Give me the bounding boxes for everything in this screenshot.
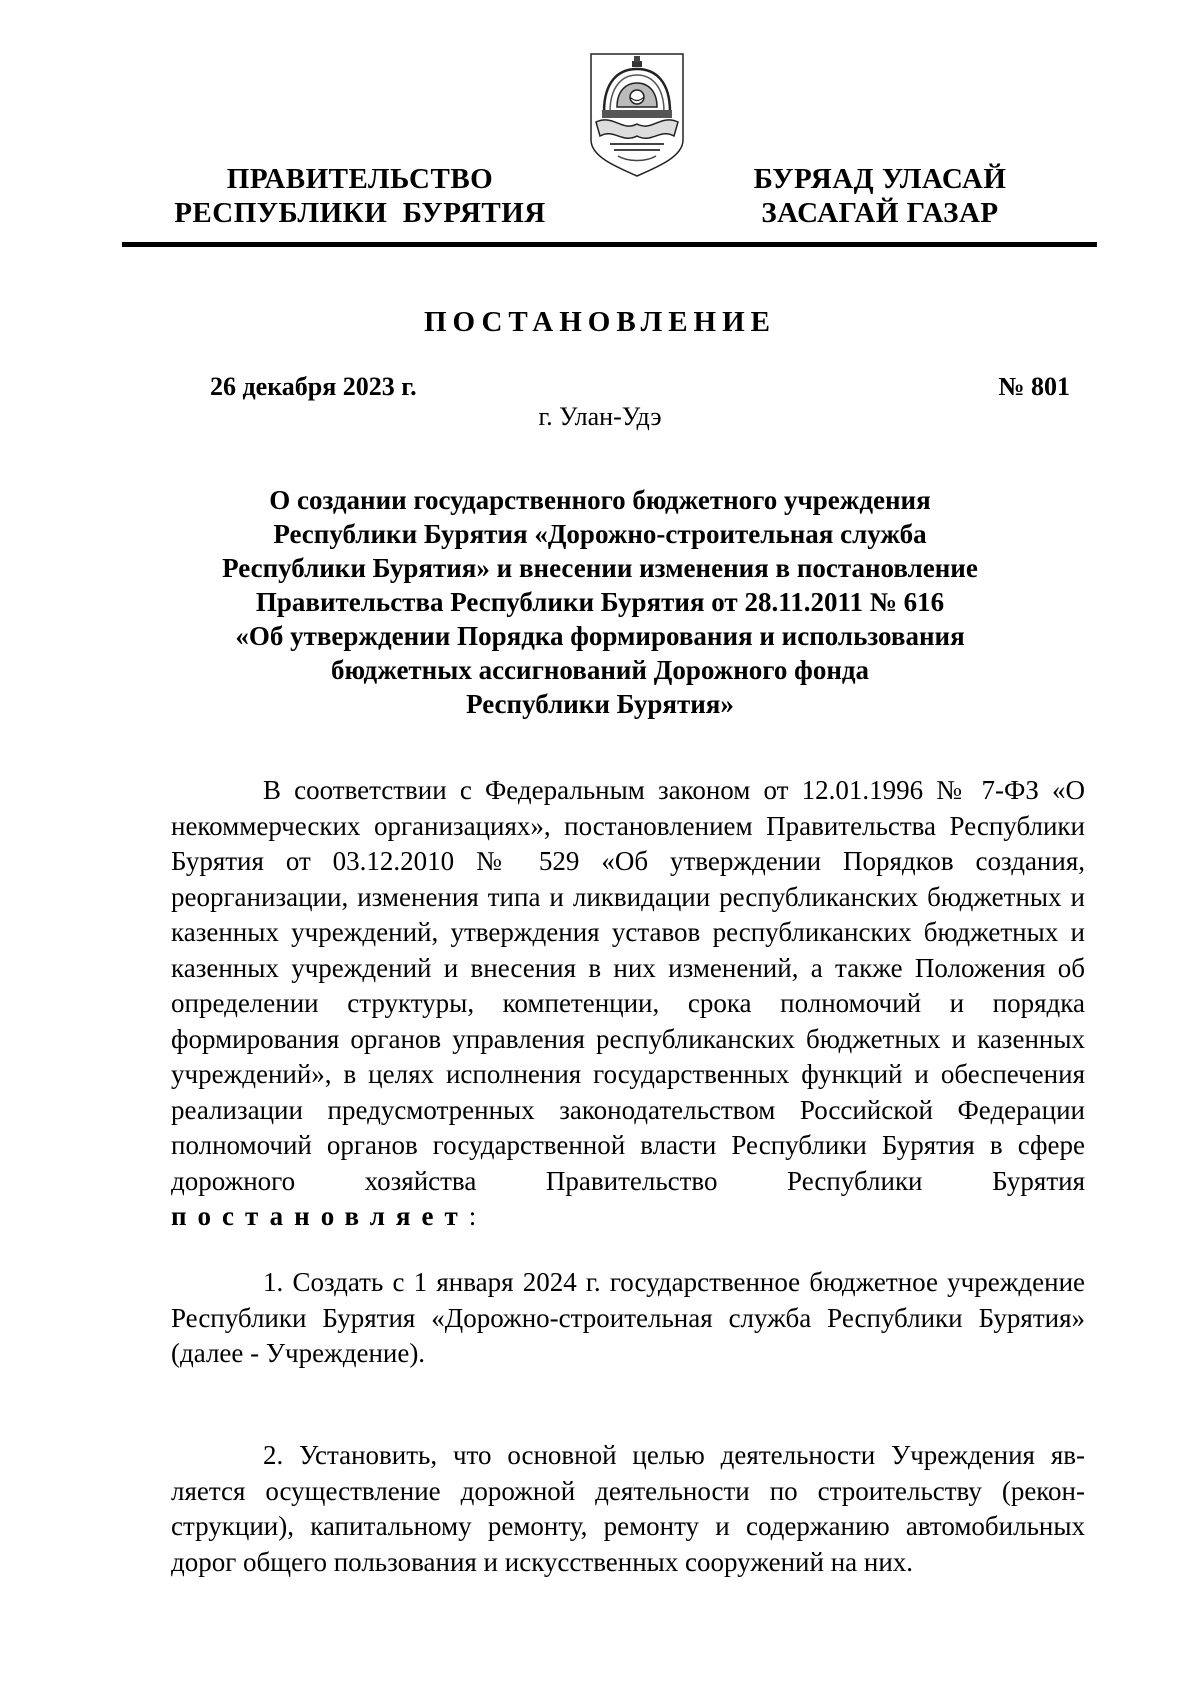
preamble-paragraph [171, 773, 1085, 1235]
title-line: Правительства Республики Бурятия от 28.11.2011 № 616 [255, 587, 945, 617]
coat-of-arms-icon [588, 52, 686, 178]
resolves-colon: : [468, 1201, 477, 1231]
title-line: Республики Бурятия «Дорожно-строительная служба [273, 519, 927, 549]
title-line: О создании государственного бюджетного учреждения [269, 485, 931, 515]
header-divider [122, 242, 1097, 247]
document-date: 26 декабря 2023 г. [210, 372, 417, 401]
document-title [170, 483, 1030, 721]
document-type: ПОСТАНОВЛЕНИЕ [423, 306, 776, 338]
title-line: «Об утверждении Порядка формирования и использования [235, 621, 965, 651]
issuer-line-1: ПРАВИТЕЛЬСТВО [226, 163, 494, 195]
document-number: № 801 [998, 372, 1070, 401]
document-city: г. Улан-Удэ [538, 402, 662, 431]
preamble-text: В соответствии с Федеральным законом от 12.01.1996 № 7-ФЗ «О некоммерческих организациях», постановлением Правительства Республики Бурятия от 03.12.2010 № 529 «Об утверждении Порядков создания, реорганизации, изменения типа и ликвидации республиканских бюджетных и казенных учреждений, утверждения уставов республиканских бюджетных и казенных учреждений и внесения в них изменений, а также Положения об определении структуры, компетенции, срока полномочий и порядка формирования органов управления республиканских бюджетных и казенных учреждений», в целях исполнения государственных функций и обеспечения реализации предусмотренных законодательством Российской Федерации полномочий органов государственной власти Республики Бурятия в сфере дорожного хозяйства Правительство Республики Бурятия [171, 775, 1085, 1196]
issuer-line-2-buryat: ЗАСАГАЙ ГАЗАР [761, 197, 999, 229]
item-2-paragraph: 2. Установить, что основной целью деятельности Учреждения является осуществление дорожной деятельности по строительству (реконструкции), капитальному ремонту, ремонту и содержанию автомобильных дорог общего пользования и искусственных сооружений на них. [171, 1440, 1085, 1577]
item-1-paragraph: 1. Создать с 1 января 2024 г. государственное бюджетное учреждение Республики Бурятия «Дорожно-строительная служба Республики Бурятия» (далее - Учреждение). [171, 1267, 1085, 1368]
issuer-name-buryat [720, 162, 1040, 230]
issuer-name-russian [160, 162, 560, 230]
title-line: Республики Бурятия» [466, 689, 734, 719]
issuer-line-2: РЕСПУБЛИКИ БУРЯТИЯ [174, 197, 546, 229]
resolves-word: постановляет [171, 1201, 469, 1231]
issuer-line-1-buryat: БУРЯАД УЛАСАЙ [753, 163, 1007, 195]
title-line: Республики Бурятия» и внесении изменения в постановление [222, 553, 978, 583]
title-line: бюджетных ассигнований Дорожного фонда [330, 655, 870, 685]
